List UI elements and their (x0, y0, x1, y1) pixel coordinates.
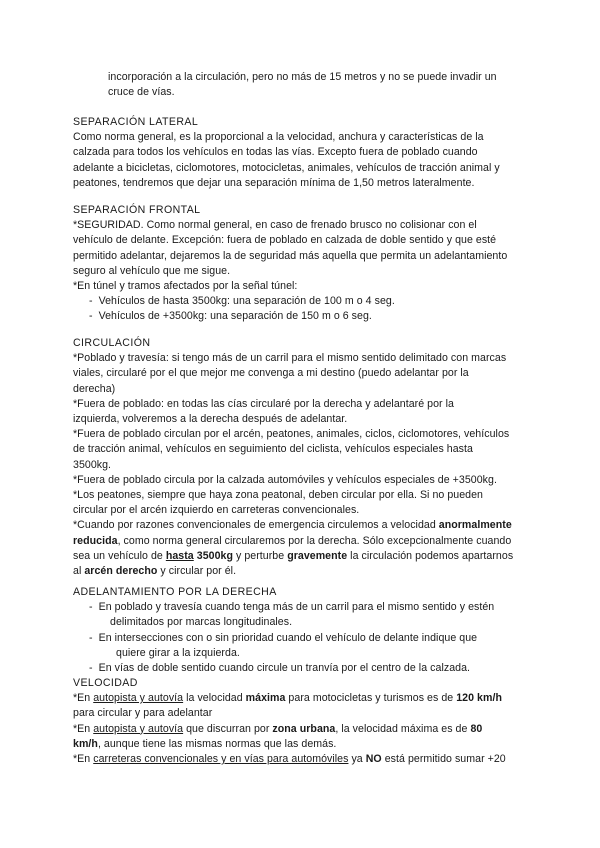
text-line (73, 691, 528, 706)
text-line: *Fuera de poblado circulan por el arcén, peatones, animales, ciclos, ciclomotores, vehículos (73, 428, 510, 441)
text-run: *En (73, 722, 94, 735)
text-run: y circular por él. (157, 565, 237, 578)
text-run: la velocidad (183, 692, 246, 705)
list-dash: - (89, 295, 93, 308)
text-line (73, 518, 528, 533)
list-item (73, 294, 528, 309)
text-line: circular por el arcén izquierdo en carreteras convencionales. (73, 504, 360, 517)
bold-run: 80 (470, 722, 483, 735)
text-line (73, 564, 528, 579)
section-heading: VELOCIDAD (73, 677, 138, 689)
bold-run: km/h (73, 737, 98, 750)
list-dash: - (89, 631, 93, 644)
section-heading: SEPARACIÓN LATERAL (73, 116, 199, 128)
list-dash: - (89, 601, 93, 614)
text-line: viales, circularé por el que mejor me convenga a mi destino (puedo adelantar por la (73, 367, 469, 380)
text-line: Como norma general, es la proporcional a la velocidad, anchura y características de la (73, 131, 484, 144)
text-run: y perturbe (233, 549, 288, 562)
text-line: calzada para todos los vehículos en todas las vías. Excepto fuera de poblado cuando (73, 146, 478, 159)
underline-run: autopista y autovía (93, 722, 184, 735)
list-item (73, 309, 528, 324)
bold-run: gravemente (287, 549, 348, 562)
text-line (73, 722, 528, 737)
section-heading: SEPARACIÓN FRONTAL (73, 204, 201, 216)
text-run: , la velocidad máxima es de (335, 722, 471, 735)
text-run: *En (73, 753, 94, 766)
list-dash: - (89, 310, 93, 323)
text-run: al (73, 565, 85, 578)
section-heading: ADELANTAMIENTO POR LA DERECHA (73, 586, 277, 598)
bold-run: zona urbana (272, 722, 336, 735)
section-separacion-frontal (73, 203, 528, 325)
bold-underline-run: hasta (165, 549, 194, 562)
text-run: *En (73, 692, 94, 705)
text-run: *Cuando por razones convencionales de emergencia circulemos a velocidad (73, 519, 439, 532)
list-item-text: En vías de doble sentido cuando circule un tranvía por el centro de la calzada. (98, 662, 471, 675)
text-line: para circular y para adelantar (73, 707, 213, 720)
section-circulacion (73, 336, 528, 579)
text-line (73, 752, 528, 767)
text-line: adelante a bicicletas, ciclomotores, motocicletas, animales, vehículos de tracción animal y (73, 161, 500, 174)
bold-run: 120 km/h (456, 692, 502, 705)
section-heading: CIRCULACIÓN (73, 337, 151, 349)
list-item (73, 631, 528, 646)
text-run: ya (348, 753, 366, 766)
text-line: seguro al vehículo que me sigue. (73, 264, 231, 277)
list-item-text: Vehículos de hasta 3500kg: una separación de 100 m o 4 seg. (98, 295, 395, 308)
text-line: peatones, tendremos que dejar una separación mínima de 1,50 metros lateralmente. (73, 176, 475, 189)
text-line: 3500kg. (73, 458, 112, 471)
bold-run: arcén derecho (84, 565, 158, 578)
text-line: *Fuera de poblado: en todas las cías circularé por la derecha y adelantaré por la (73, 397, 454, 410)
bold-run: anormalmente (438, 519, 512, 532)
list-item-text: Vehículos de +3500kg: una separación de 150 m o 6 seg. (98, 310, 372, 323)
text-run: para motocicletas y turismos es de (285, 692, 457, 705)
intro-paragraph (73, 70, 528, 100)
text-run: que discurran por (183, 722, 273, 735)
text-line: de tracción animal, vehículos en seguimiento del ciclista, vehículos especiales hasta (73, 443, 473, 456)
list-item (73, 661, 528, 676)
text-line: vehículo de delante. Excepción: fuera de poblado en calzada de doble sentido y que esté (73, 234, 497, 247)
list-item-continuation: quiere girar a la izquierda. (116, 646, 240, 659)
text-line: *Los peatones, siempre que haya zona peatonal, deben circular por ella. Si no pueden (73, 489, 483, 502)
text-line: *En túnel y tramos afectados por la señal túnel: (73, 280, 298, 293)
intro-line: incorporación a la circulación, pero no más de 15 metros y no se puede invadir un (108, 71, 497, 83)
list-item-text: En intersecciones con o sin prioridad cuando el vehículo de delante indique que (98, 631, 478, 644)
bold-run: máxima (245, 692, 286, 705)
underline-run: carreteras convencionales y en vías para automóviles (93, 753, 349, 766)
list-item-text: En poblado y travesía cuando tenga más de un carril para el mismo sentido y estén (98, 601, 495, 614)
text-line (73, 534, 528, 549)
text-line: izquierda, volveremos a la derecha después de adelantar. (73, 413, 348, 426)
bold-run: reducida (73, 534, 118, 547)
section-separacion-lateral (73, 115, 528, 191)
text-line (73, 737, 528, 752)
bold-run: 3500kg (193, 549, 233, 562)
text-run: , como norma general circularemos por la derecha. Sólo excepcionalmente cuando (117, 534, 512, 547)
text-line: *Poblado y travesía: si tengo más de un carril para el mismo sentido delimitado con marcas (73, 352, 507, 365)
text-line: *SEGURIDAD. Como normal general, en caso de frenado brusco no colisionar con el (73, 219, 477, 232)
list-item-continuation: delimitados por marcas longitudinales. (110, 616, 293, 629)
intro-line: cruce de vías. (108, 86, 175, 99)
text-run: la circulación podemos apartarnos (347, 549, 514, 562)
section-velocidad (73, 676, 528, 767)
section-adelantamiento-derecha (73, 585, 528, 676)
text-line: permitido adelantar, dejaremos la de seguridad más aquella que permita un adelantamiento (73, 249, 508, 262)
underline-run: autopista y autovía (93, 692, 184, 705)
bold-run: NO (365, 753, 382, 766)
text-run: sea un vehículo de (73, 549, 166, 562)
text-line (73, 549, 528, 564)
text-run: está permitido sumar +20 (381, 753, 506, 766)
text-line: derecha) (73, 382, 116, 395)
list-dash: - (89, 662, 93, 675)
text-line: *Fuera de poblado circula por la calzada automóviles y vehículos especiales de +3500kg. (73, 473, 497, 486)
list-item (73, 600, 528, 615)
text-run: , aunque tiene las mismas normas que las demás. (97, 737, 337, 750)
